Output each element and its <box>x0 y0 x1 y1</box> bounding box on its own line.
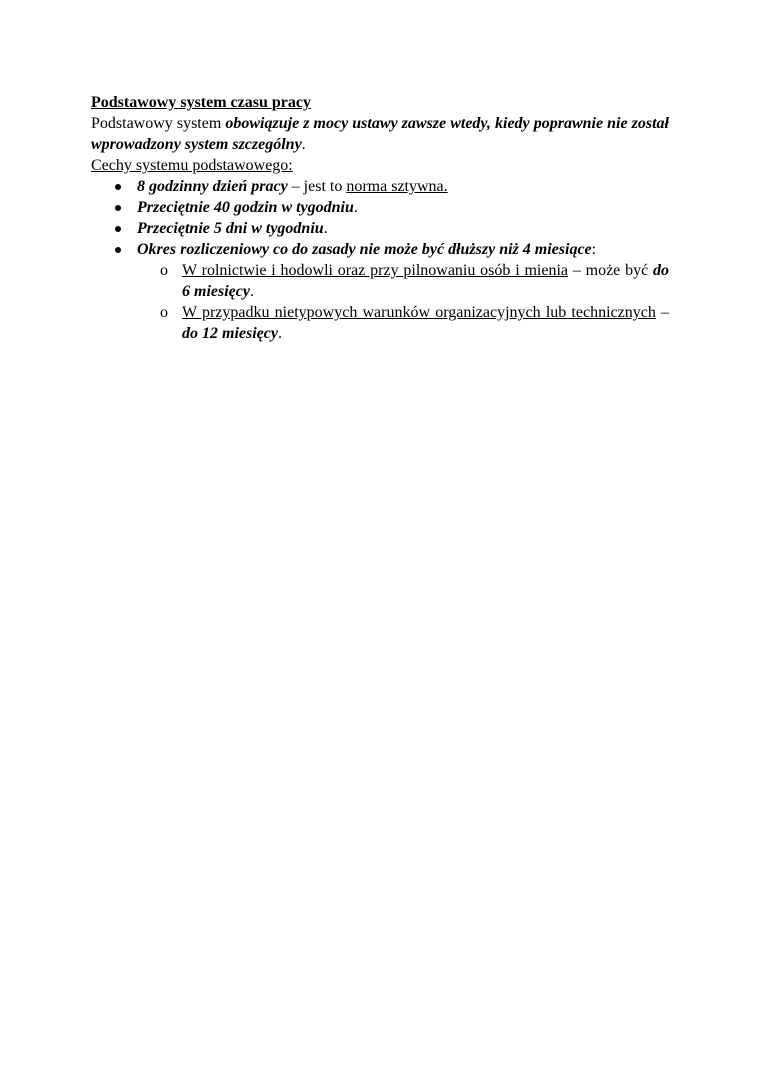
sub-item-text: – może być <box>568 262 654 279</box>
sub-list-item <box>91 302 669 344</box>
feature-emphasis: 8 godzinny dzień pracy <box>137 178 288 195</box>
bullet-icon <box>115 247 121 253</box>
feature-text: . <box>323 220 328 237</box>
intro-text: Podstawowy system <box>91 115 226 132</box>
list-item <box>91 239 669 344</box>
sub-list-item <box>91 260 669 302</box>
sub-bullet-icon: o <box>160 262 168 279</box>
sub-list <box>91 260 669 344</box>
features-title: Cechy systemu podstawowego: <box>91 157 293 174</box>
bullet-icon <box>115 184 121 190</box>
sub-item-emphasis: do 12 miesięcy <box>182 325 278 342</box>
sub-item-emphasis: do 6 miesięcy <box>182 262 670 300</box>
feature-emphasis: Okres rozliczeniowy co do zasady nie może być dłuższy niż 4 miesiące <box>137 241 592 258</box>
bullet-icon <box>115 205 121 211</box>
sub-item-end: . <box>277 325 282 342</box>
intro-emphasis: obowiązuje z mocy ustawy zawsze wtedy, kiedy poprawnie nie został wprowadzony system szczególny <box>91 115 669 153</box>
feature-emphasis: Przeciętnie 5 dni w tygodniu <box>137 220 324 237</box>
sub-item-end: . <box>249 283 254 300</box>
sub-bullet-icon: o <box>160 304 168 321</box>
sub-item-underlined: W rolnictwie i hodowli oraz przy pilnowaniu osób i mienia <box>182 262 569 279</box>
features-list <box>91 176 669 344</box>
sub-item-text: – <box>655 304 670 321</box>
feature-underlined: norma sztywna. <box>346 178 448 195</box>
document-page <box>91 92 669 344</box>
feature-emphasis: Przeciętnie 40 godzin w tygodniu <box>137 199 354 216</box>
list-item <box>91 218 669 239</box>
intro-end: . <box>301 136 306 153</box>
feature-text: . <box>353 199 358 216</box>
list-item <box>91 176 669 197</box>
page-title: Podstawowy system czasu pracy <box>91 94 311 111</box>
bullet-icon <box>115 226 121 232</box>
sub-item-underlined: W przypadku nietypowych warunków organizacyjnych lub technicznych <box>182 304 656 321</box>
feature-text: – jest to <box>287 178 347 195</box>
list-item <box>91 197 669 218</box>
feature-text: : <box>591 241 597 258</box>
intro-paragraph <box>91 113 669 155</box>
